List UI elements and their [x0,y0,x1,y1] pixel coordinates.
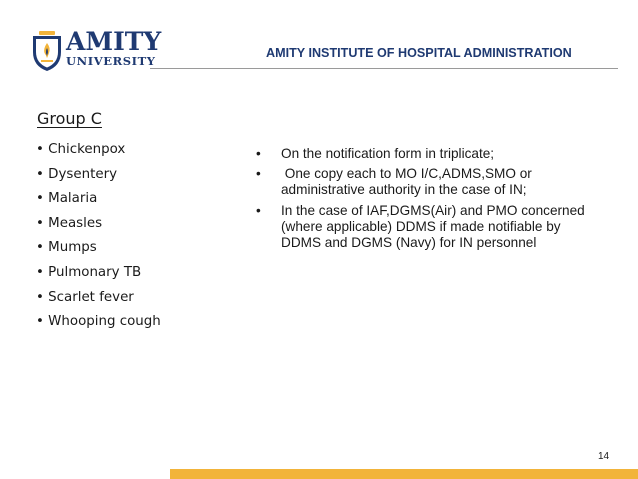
list-item-text: One copy each to MO I/C,ADMS,SMO or administrative authority in the case of IN; [281,166,536,198]
list-item: • Pulmonary TB [36,264,142,280]
list-item-text: In the case of IAF,DGMS(Air) and PMO concerned (where applicable) DDMS if made notifiable by DDMS and DGMS (Navy) for IN personnel [281,202,585,251]
group-heading: Group C [37,109,102,128]
footer-bar [170,469,638,479]
list-item [256,146,596,162]
amity-crest-icon [30,30,64,72]
logo-subtitle: UNIVERSITY [66,54,156,68]
page-number: 14 [598,451,610,462]
list-item-text: On the notification form in triplicate; [281,146,495,161]
amity-logo [30,27,162,72]
disease-list [36,138,161,335]
list-item: • Mumps [36,240,97,256]
notification-list [256,146,596,255]
bullet: • [256,202,261,218]
list-item: • Scarlet fever [36,289,134,305]
list-item: • Chickenpox [36,142,126,157]
list-item: • Malaria [36,191,98,207]
list-item [256,166,596,198]
header-title: AMITY INSTITUTE OF HOSPITAL ADMINISTRATION [266,46,572,60]
list-item: • Measles [36,215,103,231]
header-divider [150,68,618,69]
list-item [256,203,596,252]
logo-wordmark: AMITY [66,27,162,56]
bullet: • [256,166,261,182]
list-item: • Whooping cough [36,314,161,330]
list-item: • Dysentery [36,166,118,182]
bullet: • [256,146,261,161]
